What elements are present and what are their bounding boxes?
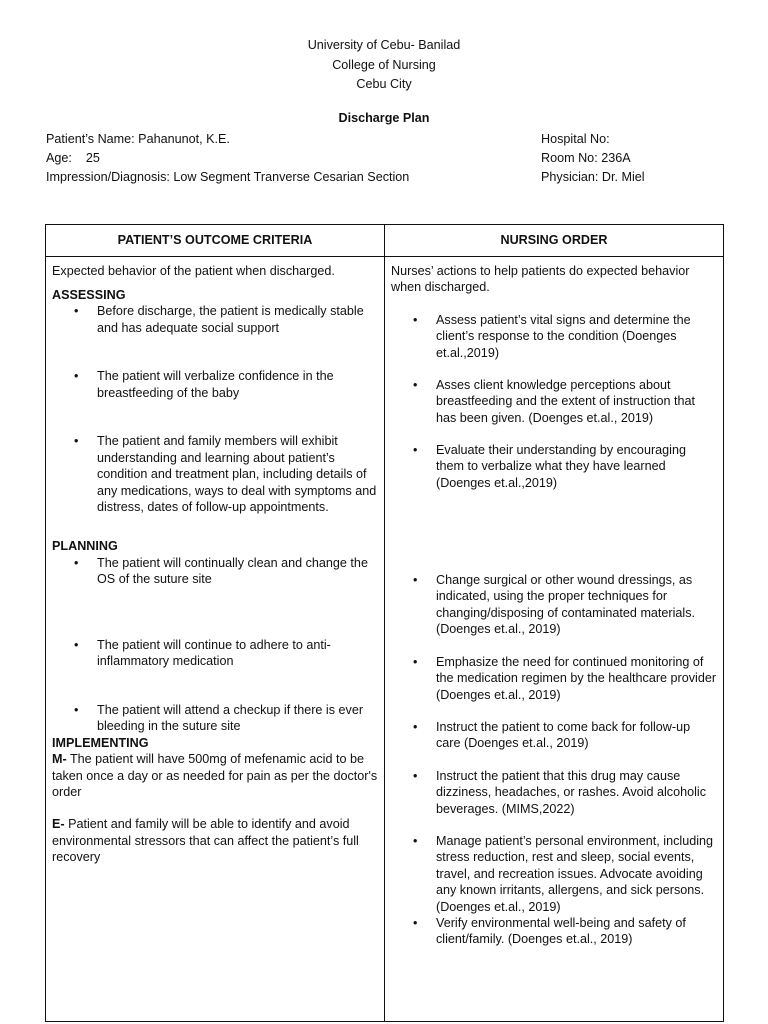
list-item: • Evaluate their understanding by encouraging them to verbalize what they have learned (Doenges et.al.,2019) [391, 442, 717, 572]
university-name: University of Cebu- Banilad [307, 38, 461, 52]
planning-outcomes [52, 555, 378, 735]
outcome-criteria-cell [52, 263, 378, 865]
room-number: Room No: 236A [541, 151, 631, 165]
assessing-heading: ASSESSING [52, 288, 126, 302]
e-text: Patient and family will be able to identify and avoid environmental stressors that can affect the patient’s full recovery [52, 817, 359, 865]
list-item: • The patient and family members will exhibit understanding and learning about patient’s condition and treatment plan, including details of any medications, ways to deal with symptoms and distress, dates of follow-up appointments. [52, 433, 378, 538]
implementing-e [52, 816, 378, 865]
list-item: • Verify environmental well-being and safety of client/family. (Doenges et.al., 2019) [391, 915, 717, 948]
list-item: • Instruct the patient that this drug may cause dizziness, headaches, or rashes. Avoid alcoholic beverages. (MIMS,2022) [391, 768, 717, 833]
nursing-order-cell [391, 263, 717, 948]
m-label: M- [52, 752, 67, 767]
college-name: College of Nursing [332, 57, 436, 72]
list-item: • Emphasize the need for continued monitoring of the medication regimen by the healthcare provider (Doenges et.al., 2019) [391, 654, 717, 719]
list-item: • Manage patient’s personal environment, including stress reduction, rest and sleep, social events, travel, and recreation issues. Advocate avoiding any known irritants, allergens, and sick persons. (Doenges et.al., 2019) [391, 833, 717, 915]
column-divider [384, 225, 385, 1021]
list-item: • Instruct the patient to come back for follow-up care (Doenges et.al., 2019) [391, 719, 717, 768]
document-header [0, 36, 768, 95]
table-header-row [46, 225, 723, 257]
list-item: • The patient will attend a checkup if there is ever bleeding in the suture site [52, 702, 378, 735]
list-item: • Asses client knowledge perceptions about breastfeeding and the extent of instruction that has been given. (Doenges et.al., 2019) [391, 377, 717, 442]
planning-orders [391, 572, 717, 768]
list-item: • Assess patient’s vital signs and determine the client’s response to the condition (Doenges et.al.,2019) [391, 312, 717, 377]
nursing-order-header: NURSING ORDER [500, 233, 608, 247]
patient-info-right [541, 130, 645, 187]
implementing-heading: IMPLEMENTING [52, 735, 149, 750]
patient-diagnosis: Impression/Diagnosis: Low Segment Tranverse Cesarian Section [46, 170, 410, 184]
document-title: Discharge Plan [338, 111, 430, 125]
assessing-orders [391, 312, 717, 572]
patient-info-left [46, 130, 409, 187]
city-name: Cebu City [356, 77, 412, 91]
right-intro: Nurses’ actions to help patients do expected behavior when discharged. [391, 264, 690, 295]
list-item: • The patient will continue to adhere to anti-inflammatory medication [52, 637, 378, 702]
list-item: • Before discharge, the patient is medically stable and has adequate social support [52, 303, 378, 368]
implementing-m [52, 751, 378, 816]
m-text: The patient will have 500mg of mefenamic acid to be taken once a day or as needed for pain as per the doctor's order [52, 752, 378, 800]
list-item: • The patient will verbalize confidence in the breastfeeding of the baby [52, 368, 378, 433]
list-item: • Change surgical or other wound dressings, as indicated, using the proper techniques for changing/disposing of contaminated materials. (Doenges et.al., 2019) [391, 572, 717, 654]
discharge-plan-table [45, 224, 724, 1022]
left-intro: Expected behavior of the patient when discharged. [52, 264, 335, 278]
hospital-number: Hospital No: [541, 132, 610, 146]
list-item: • The patient will continually clean and change the OS of the suture site [52, 555, 378, 637]
assessing-outcomes [52, 303, 378, 538]
physician: Physician: Dr. Miel [541, 170, 645, 184]
planning-heading: PLANNING [52, 539, 118, 554]
implementing-orders [391, 768, 717, 948]
e-label: E- [52, 817, 65, 832]
outcome-criteria-header: PATIENT’S OUTCOME CRITERIA [117, 233, 313, 247]
patient-age: Age: 25 [46, 151, 100, 165]
patient-name: Patient’s Name: Pahanunot, K.E. [46, 132, 230, 146]
